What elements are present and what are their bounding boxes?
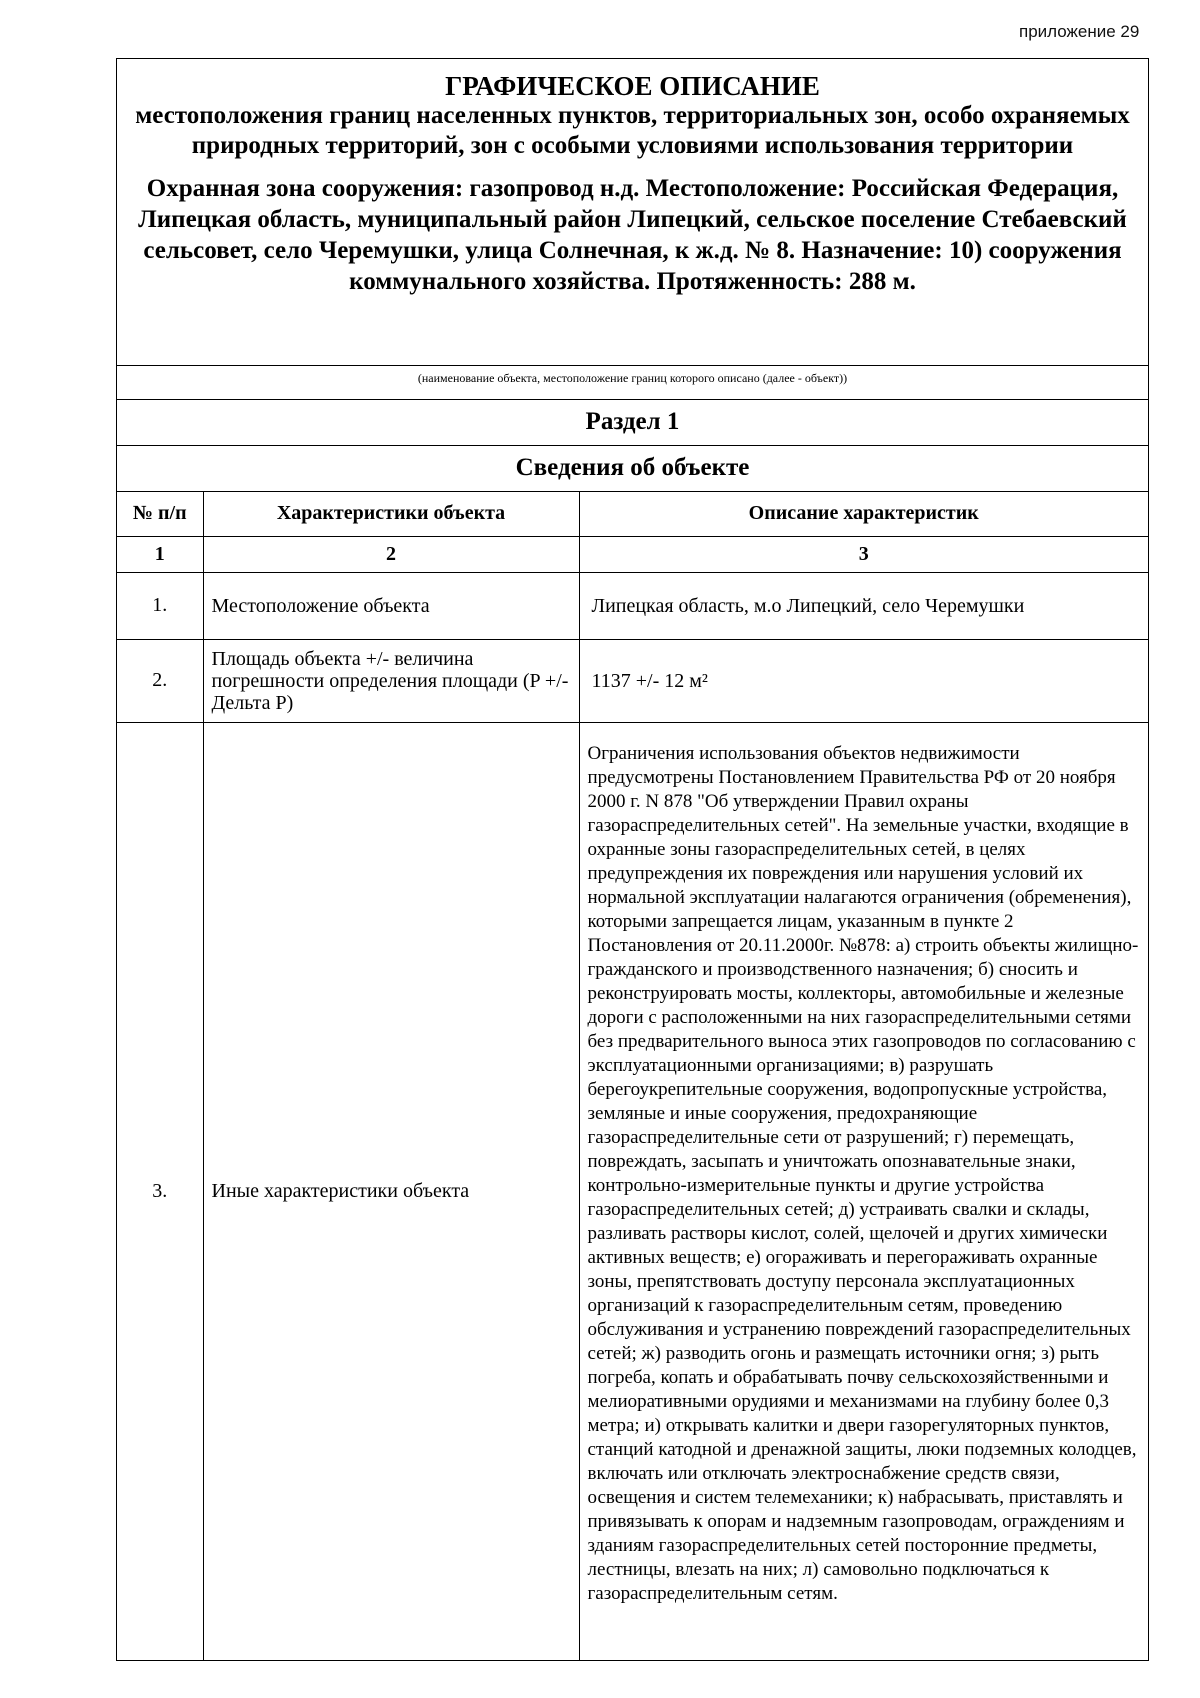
table-row xyxy=(117,722,1148,1660)
row-description: Липецкая область, м.о Липецкий, село Черемушки xyxy=(579,572,1148,639)
column-number-3: 3 xyxy=(579,536,1148,572)
section-title: Сведения об объекте xyxy=(117,446,1148,492)
row-characteristic: Площадь объекта +/- величина погрешности определения площади (P +/- Дельта P) xyxy=(203,639,579,722)
column-header-description: Описание характеристик xyxy=(579,492,1148,536)
row-number: 3. xyxy=(117,722,203,1660)
row-description: 1137 +/- 12 м² xyxy=(579,639,1148,722)
appendix-label: приложение 29 xyxy=(1019,22,1140,41)
table-header-row xyxy=(117,492,1148,536)
row-characteristic: Местоположение объекта xyxy=(203,572,579,639)
object-name: Охранная зона сооружения: газопровод н.д. Местоположение: Российская Федерация, Липецкая область, муниципальный район Липецкий, сельское поселение Стебаевский сельсовет, село Черемушки, улица Солнечная, к ж.д. № 8. Назначение: 10) сооружения коммунального хозяйства. Протяженность: 288 м. xyxy=(138,175,1127,295)
table-row xyxy=(117,572,1148,639)
object-info-table xyxy=(117,492,1148,1660)
section-label: Раздел 1 xyxy=(117,400,1148,446)
row-characteristic: Иные характеристики объекта xyxy=(203,722,579,1660)
object-name-caption: (наименование объекта, местоположение границ которого описано (далее - объект)) xyxy=(117,366,1148,400)
table-row xyxy=(117,639,1148,722)
document-title: ГРАФИЧЕСКОЕ ОПИСАНИЕ xyxy=(445,71,820,101)
restrictions-text: Ограничения использования объектов недвижимости предусмотрены Постановлением Правительства РФ от 20 ноября 2000 г. N 878 "Об утверждении Правил охраны газораспределительных сетей". На земельные участки, входящие в охранные зоны газораспределительных сетей, в целях предупреждения их повреждения или нарушения условий их нормальной эксплуатации налагаются ограничения (обременения), которыми запрещается лицам, указанным в пункте 2 Постановления от 20.11.2000г. №878: а) строить объекты жилищно-гражданского и производственного назначения; б) сносить и реконструировать мосты, коллекторы, автомобильные и железные дороги с расположенными на них газораспределительными сетями без предварительного выноса этих газопроводов по согласованию с эксплуатационными организациями; в) разрушать берегоукрепительные сооружения, водопропускные устройства, земляные и иные сооружения, предохраняющие газораспределительные сети от разрушений; г) перемещать, повреждать, засыпать и уничтожать опознавательные знаки, контрольно-измерительные пункты и другие устройства газораспределительных сетей; д) устраивать свалки и склады, разливать растворы кислот, солей, щелочей и других химически активных веществ; е) огораживать и перегораживать охранные зоны, препятствовать доступу персонала эксплуатационных организаций к газораспределительным сетям, проведению обслуживания и устранению повреждений газораспределительных сетей; ж) разводить огонь и размещать источники огня; з) рыть погреба, копать и обрабатывать почву сельскохозяйственными и мелиоративными орудиями и механизмами на глубину более 0,3 метра; и) открывать калитки и двери газорегуляторных пунктов, станций катодной и дренажной защиты, люки подземных колодцев, включать или отключать электроснабжение средств связи, освещения и систем телемеханики; к) набрасывать, приставлять и привязывать к опорам и надземным газопроводам, ограждениям и зданиям газораспределительных сетей посторонние предметы, лестницы, влезать на них; л) самовольно подключаться к газораспределительным сетям. xyxy=(587,742,1139,1604)
document-header xyxy=(117,59,1148,366)
row-number: 2. xyxy=(117,639,203,722)
document-subtitle: местоположения границ населенных пунктов, территориальных зон, особо охраняемых природных территорий, зон с особыми условиями использования территории xyxy=(135,102,1130,159)
row-description xyxy=(579,722,1148,1660)
column-header-characteristic: Характеристики объекта xyxy=(203,492,579,536)
row-number: 1. xyxy=(117,572,203,639)
column-header-number: № п/п xyxy=(117,492,203,536)
column-number-2: 2 xyxy=(203,536,579,572)
document-frame xyxy=(116,58,1149,1661)
column-numbers-row xyxy=(117,536,1148,572)
column-number-1: 1 xyxy=(117,536,203,572)
